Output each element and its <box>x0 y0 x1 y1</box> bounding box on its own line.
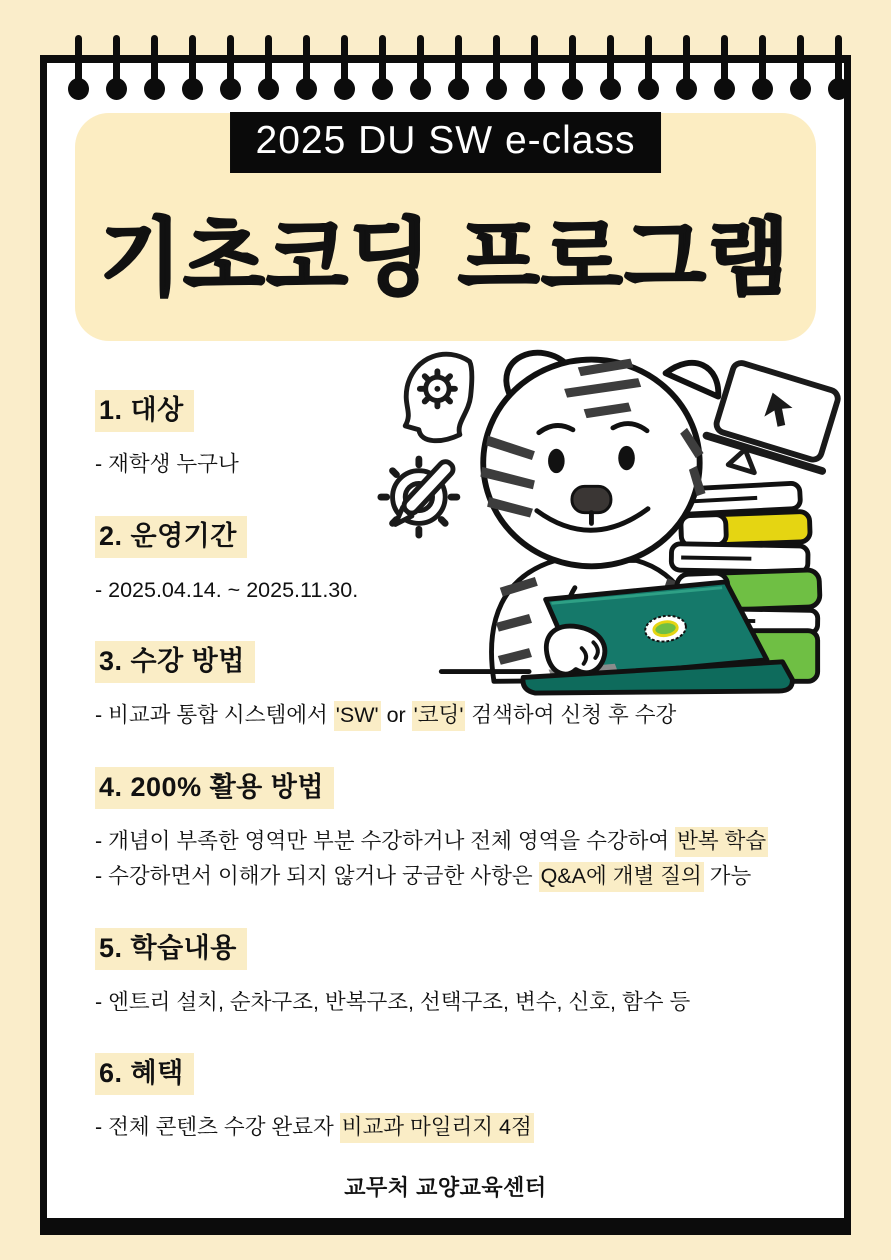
highlighted-text: 비교과 마일리지 4점 <box>340 1113 534 1143</box>
spiral-pin <box>493 35 500 85</box>
spiral-pin <box>189 35 196 85</box>
section-heading-highlight: 5. 학습내용 <box>95 928 247 970</box>
spiral-pin <box>379 35 386 85</box>
section-heading-highlight: 6. 혜택 <box>95 1053 194 1095</box>
badge: 2025 DU SW e-class <box>230 112 662 173</box>
spiral-pin <box>303 35 310 85</box>
section-line: - 수강하면서 이해가 되지 않거나 궁금한 사항은 Q&A에 개별 질의 가능 <box>95 861 805 892</box>
spiral-pin <box>759 35 766 85</box>
highlighted-text: 반복 학습 <box>675 827 768 857</box>
spiral-pin <box>607 35 614 85</box>
spiral-pin <box>113 35 120 85</box>
spiral-binding <box>0 0 891 110</box>
spiral-pin <box>341 35 348 85</box>
section-heading <box>95 926 805 965</box>
illustration <box>375 338 843 699</box>
spiral-pin <box>683 35 690 85</box>
spiral-pin <box>75 35 82 85</box>
spiral-pin <box>645 35 652 85</box>
section-line: - 재학생 누구나 <box>95 452 239 476</box>
section <box>95 1051 805 1143</box>
section-line: - 개념이 부족한 영역만 부분 수강하거나 전체 영역을 수강하여 반복 학습 <box>95 826 805 857</box>
section <box>95 765 805 892</box>
section-line: - 2025.04.14. ~ 2025.11.30. <box>95 577 359 602</box>
page-title: 기초코딩 프로그램 <box>100 211 791 305</box>
section-heading-highlight: 1. 대상 <box>95 390 194 432</box>
tiger-paw <box>546 626 604 674</box>
section-heading <box>95 1051 805 1090</box>
monitor-cursor-icon <box>700 359 843 491</box>
spiral-pin <box>797 35 804 85</box>
section <box>95 926 805 1018</box>
highlighted-text: '코딩' <box>412 701 466 731</box>
gear-pencil-icon <box>381 459 457 535</box>
section-heading-highlight: 2. 운영기간 <box>95 516 247 558</box>
section-heading <box>95 765 805 804</box>
spiral-pin <box>265 35 272 85</box>
thinking-head-gear-icon <box>405 354 472 441</box>
section-line: - 전체 콘텐츠 수강 완료자 비교과 마일리지 4점 <box>95 1112 805 1143</box>
spiral-pin <box>531 35 538 85</box>
spiral-pin <box>417 35 424 85</box>
section-heading-highlight: 4. 200% 활용 방법 <box>95 767 334 809</box>
spiral-pin <box>151 35 158 85</box>
section-line: - 비교과 통합 시스템에서 'SW' or '코딩' 검색하여 신청 후 수강 <box>95 700 805 731</box>
spiral-pin <box>721 35 728 85</box>
section-line: - 엔트리 설치, 순차구조, 반복구조, 선택구조, 변수, 신호, 함수 등 <box>95 989 691 1014</box>
spiral-pin <box>455 35 462 85</box>
footer-text: 교무처 교양교육센터 <box>344 1175 547 1200</box>
highlighted-text: 'SW' <box>334 701 381 731</box>
spiral-pin <box>227 35 234 85</box>
section-heading-highlight: 3. 수강 방법 <box>95 641 255 683</box>
spiral-pin <box>569 35 576 85</box>
spiral-pin <box>835 35 842 85</box>
highlighted-text: Q&A에 개별 질의 <box>539 862 704 892</box>
notebook-page <box>40 55 851 1235</box>
